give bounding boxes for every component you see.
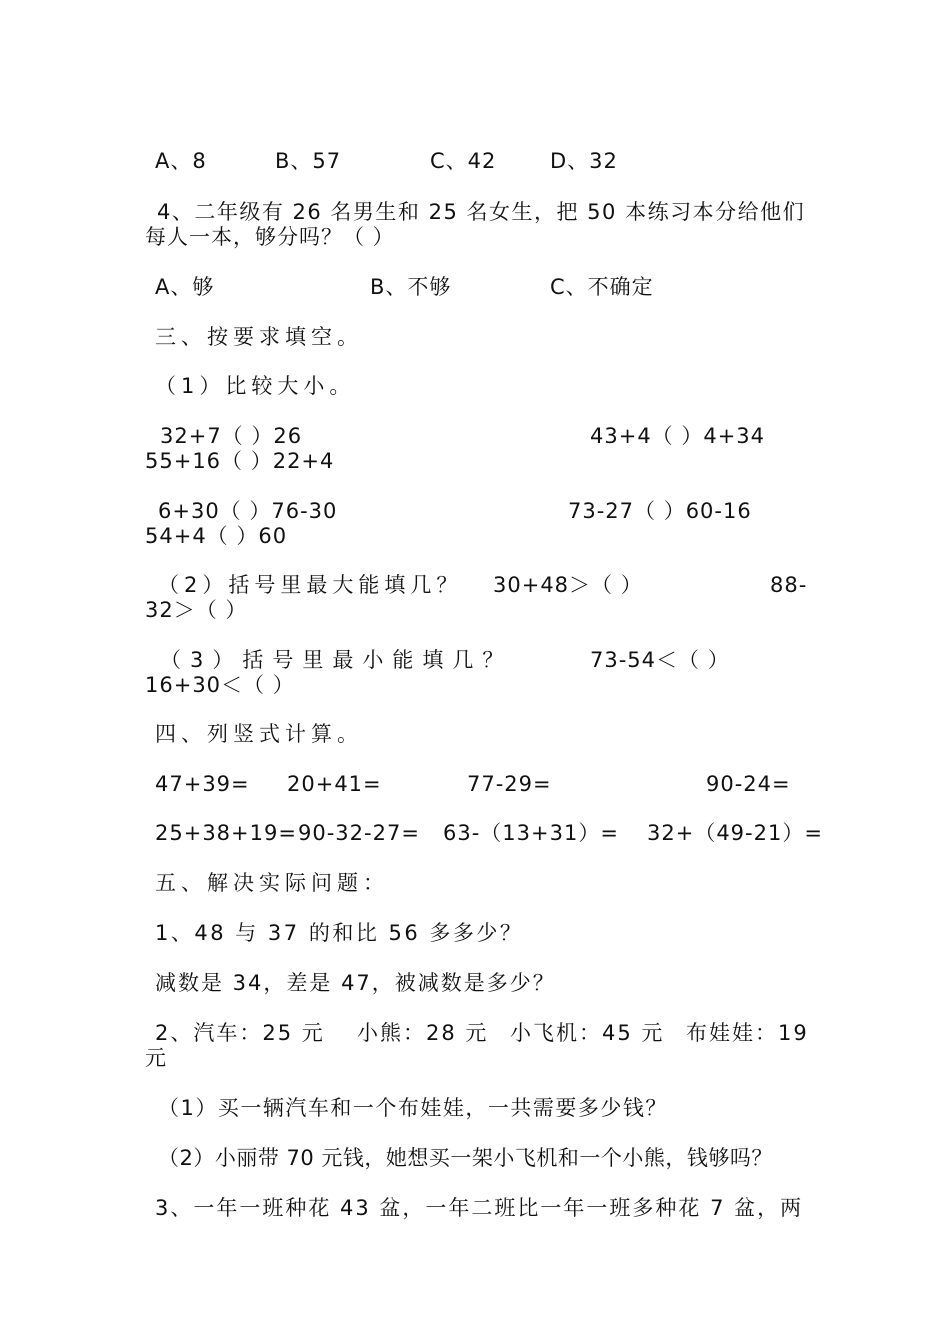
price-doll-unit: 元 [145,1046,167,1070]
q3-option-d: D、32 [550,149,618,173]
part3-expr-2: 16+30＜（ ） [145,673,295,697]
calc-1: 47+39= [155,772,250,796]
price-plane: 小飞机：45 元 [510,1021,665,1045]
calc-6: 90-32-27= [298,821,420,845]
q4-question-line1: 4、二年级有 26 名男生和 25 名女生，把 50 本练习本分给他们 [157,200,806,224]
price-car: 2、汽车：25 元 [155,1021,325,1045]
q4-question-line2: 每人一本，够分吗？（ ） [145,225,395,249]
q3-option-a: A、8 [155,149,207,173]
compare-expr-3: 55+16（ ）22+4 [145,449,335,473]
problem-1: 1、48 与 37 的和比 56 多多少？ [155,921,524,945]
part2-expr-2: 88- [770,573,808,597]
section3-part2-title: （2）括号里最大能填几？ [158,573,463,597]
section3-title: 三、按要求填空。 [155,325,363,349]
q4-option-b: B、不够 [370,275,452,299]
section4-title: 四、列竖式计算。 [155,722,363,746]
calc-5: 25+38+19= [155,821,297,845]
compare-expr-1: 32+7（ ）26 [160,424,303,448]
part2-expr-1: 30+48＞（ ） [493,573,643,597]
q4-option-c: C、不确定 [550,275,654,299]
calc-2: 20+41= [287,772,382,796]
q4-option-a: A、够 [155,275,215,299]
price-doll: 布娃娃：19 [686,1021,809,1045]
problem-1b: 减数是 34，差是 47，被减数是多少？ [155,971,556,995]
calc-3: 77-29= [467,772,552,796]
problem-3: 3、一年一班种花 43 盆，一年二班比一年一班多种花 7 盆，两 [155,1196,804,1220]
q3-option-b: B、57 [275,149,342,173]
section3-part1-title: （1）比较大小。 [155,374,356,398]
calc-4: 90-24= [706,772,791,796]
compare-expr-6: 54+4（ ）60 [145,524,288,548]
compare-expr-4: 6+30（ ）76-30 [158,499,338,523]
problem-2-q2: （2）小丽带 70 元钱，她想买一架小飞机和一个小熊，钱够吗？ [158,1146,773,1170]
calc-8: 32+（49-21）= [647,821,823,845]
part2-expr-2-cont: 32＞（ ） [145,598,248,622]
section3-part3-title: （3）括号里最小能填几？ [160,648,513,672]
section5-title: 五、解决实际问题： [155,871,389,895]
problem-2-q1: （1）买一辆汽车和一个布娃娃，一共需要多少钱？ [158,1096,668,1120]
compare-expr-5: 73-27（ ）60-16 [568,499,752,523]
q3-option-c: C、42 [430,149,497,173]
price-bear: 小熊：28 元 [357,1021,489,1045]
part3-expr-1: 73-54＜（ ） [590,648,730,672]
compare-expr-2: 43+4（ ）4+34 [590,424,766,448]
calc-7: 63-（13+31）= [443,821,619,845]
